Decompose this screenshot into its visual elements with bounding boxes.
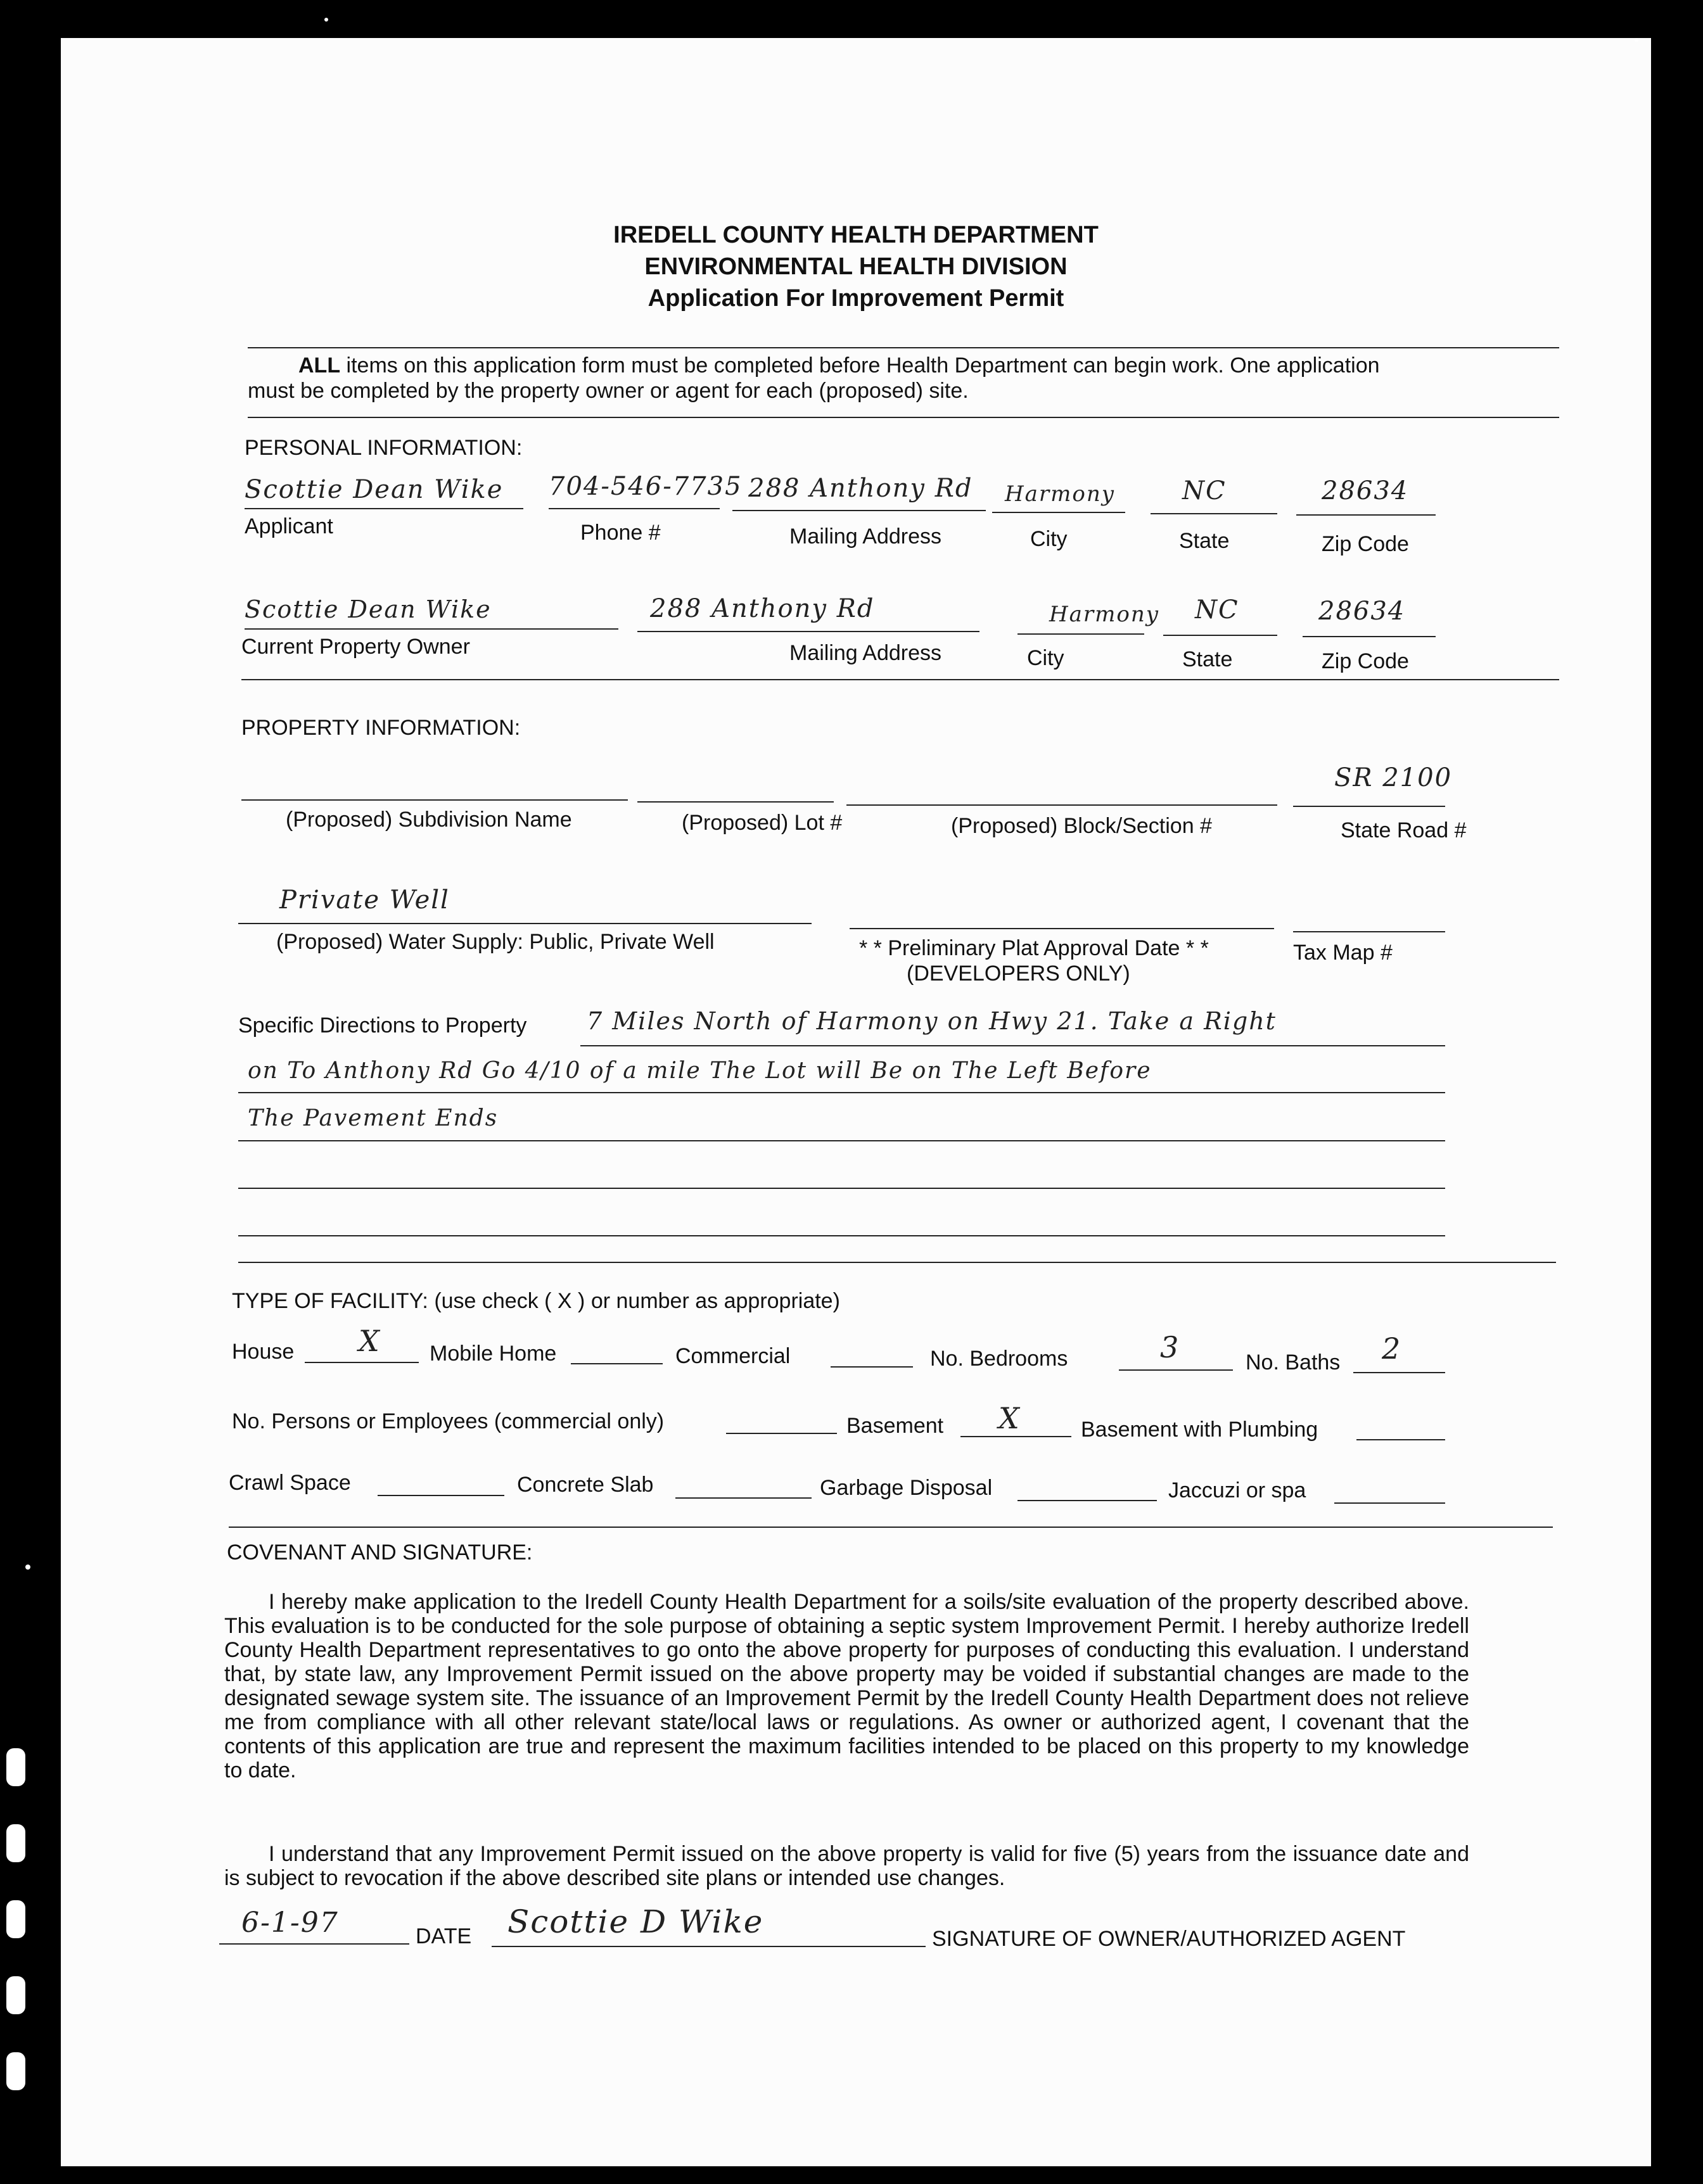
house-line — [305, 1362, 419, 1363]
applicant-state-value: NC — [1182, 476, 1227, 505]
directions-line3 — [238, 1140, 1445, 1141]
covenant-paragraph2: I understand that any Improvement Permit issued on the above property is valid for five (5) years from the issuance date and is subject to revocation if the above described site plans or intended use changes. — [224, 1842, 1469, 1890]
baths-value: 2 — [1382, 1331, 1402, 1366]
basement-label: Basement — [846, 1414, 944, 1438]
scan-speck — [6, 1976, 25, 2014]
instructions-line1 — [298, 353, 1380, 378]
mobile-home-line — [571, 1363, 663, 1364]
garbage-disposal-line — [1017, 1500, 1157, 1501]
owner-address-line — [637, 631, 979, 632]
block-label: (Proposed) Block/Section # — [951, 814, 1212, 838]
block-line — [846, 804, 1277, 806]
lot-line — [637, 801, 834, 803]
signature-value: Scottie D Wike — [507, 1903, 764, 1940]
application-form-page — [61, 38, 1651, 2166]
crawl-space-line — [378, 1495, 504, 1496]
commercial-line — [831, 1366, 913, 1368]
basement-plumbing-line — [1356, 1439, 1445, 1440]
owner-state-line — [1163, 635, 1277, 636]
divider — [238, 1262, 1556, 1263]
state-road-value: SR 2100 — [1334, 763, 1453, 792]
plat-label: * * Preliminary Plat Approval Date * * — [859, 936, 1209, 960]
owner-name-value: Scottie Dean Wike — [245, 595, 492, 623]
lot-label: (Proposed) Lot # — [682, 811, 843, 835]
property-section-title: PROPERTY INFORMATION: — [241, 716, 521, 740]
divider — [229, 1527, 1553, 1528]
persons-label: No. Persons or Employees (commercial only) — [232, 1409, 665, 1433]
divider — [241, 679, 1559, 680]
owner-address-value: 288 Anthony Rd — [650, 594, 875, 623]
plat-line — [850, 928, 1274, 929]
subdivision-label: (Proposed) Subdivision Name — [286, 808, 572, 832]
signature-label: SIGNATURE OF OWNER/AUTHORIZED AGENT — [932, 1927, 1406, 1951]
owner-zip-label: Zip Code — [1322, 649, 1409, 673]
plat-note-label: (DEVELOPERS ONLY) — [907, 962, 1130, 986]
city-label: City — [1030, 527, 1068, 551]
state-label: State — [1179, 529, 1230, 553]
mobile-home-label: Mobile Home — [430, 1342, 557, 1366]
applicant-address-value: 288 Anthony Rd — [748, 474, 973, 503]
jacuzzi-line — [1334, 1502, 1445, 1504]
garbage-disposal-label: Garbage Disposal — [820, 1476, 993, 1500]
date-line — [219, 1943, 409, 1945]
state-road-line — [1293, 806, 1445, 807]
applicant-city-value: Harmony — [1005, 481, 1115, 507]
zip-label: Zip Code — [1322, 532, 1409, 556]
baths-label: No. Baths — [1246, 1350, 1341, 1375]
water-supply-line — [238, 923, 812, 924]
concrete-slab-label: Concrete Slab — [517, 1473, 654, 1497]
applicant-state-line — [1151, 513, 1277, 514]
scan-speck — [6, 1748, 25, 1786]
directions-label: Specific Directions to Property — [238, 1013, 527, 1038]
scan-speck — [6, 1900, 25, 1938]
state-road-label: State Road # — [1341, 818, 1467, 842]
scan-speck — [6, 1824, 25, 1862]
applicant-address-line — [732, 510, 986, 511]
scan-speck — [1635, 38, 1638, 42]
basement-line — [960, 1436, 1071, 1437]
instructions-bold: ALL — [298, 353, 341, 378]
form-header-line1: IREDELL COUNTY HEALTH DEPARTMENT — [613, 222, 1099, 248]
owner-label: Current Property Owner — [241, 635, 470, 659]
facility-hint: (use check ( X ) or number as appropriate) — [434, 1289, 840, 1313]
directions-line1 — [580, 1045, 1445, 1046]
directions-line5 — [238, 1235, 1445, 1236]
owner-zip-value: 28634 — [1318, 597, 1406, 626]
applicant-name-value: Scottie Dean Wike — [245, 475, 504, 504]
divider — [248, 417, 1559, 418]
owner-zip-line — [1303, 636, 1436, 637]
divider — [248, 347, 1559, 348]
covenant-section-title: COVENANT AND SIGNATURE: — [227, 1540, 533, 1565]
tax-map-line — [1293, 931, 1445, 932]
house-label: House — [232, 1340, 295, 1364]
applicant-city-line — [992, 512, 1125, 513]
bedrooms-line — [1119, 1369, 1233, 1371]
basement-value: X — [998, 1401, 1021, 1435]
directions-line4 — [238, 1188, 1445, 1189]
directions-line3-value: The Pavement Ends — [248, 1105, 499, 1131]
personal-section-title: PERSONAL INFORMATION: — [245, 436, 523, 460]
phone-line — [549, 508, 720, 509]
scan-speck — [25, 1565, 30, 1570]
form-header-line3: Application For Improvement Permit — [647, 285, 1064, 312]
owner-mailing-label: Mailing Address — [789, 641, 942, 665]
directions-line2-value: on To Anthony Rd Go 4/10 of a mile The Lot will Be on The Left Before — [248, 1058, 1152, 1084]
covenant-paragraph1: I hereby make application to the Iredell County Health Department for a soils/site evaluation of the property described above. This evaluation is to be conducted for the sole purpose of obtaining a septic system Improvement Permit. I hereby authorize Iredell County Health Department representatives to go onto the above property for purposes of conducting this evaluation. I understand that, by state law, any Improvement Permit issued on the above property may be voided if substantial changes are made to the designated sewage system site. The issuance of an Improvement Permit by the Iredell County Health Department does not relieve me from compliance with all other relevant state/local laws or regulations. As owner or authorized agent, I covenant that the contents of this application are true and represent the maximum facilities intended to be placed on this property to my knowledge to date. — [224, 1590, 1469, 1782]
form-header-line2: ENVIRONMENTAL HEALTH DIVISION — [644, 253, 1068, 280]
signature-line — [492, 1946, 926, 1947]
instructions-line2: must be completed by the property owner or agent for each (proposed) site. — [248, 379, 969, 403]
water-supply-label: (Proposed) Water Supply: Public, Private Well — [276, 930, 715, 954]
commercial-label: Commercial — [675, 1344, 791, 1368]
subdivision-line — [241, 799, 628, 801]
facility-section-title — [232, 1289, 840, 1314]
applicant-label: Applicant — [245, 514, 333, 538]
instructions-rest: items on this application form must be completed before Health Department can begin work. One application — [346, 353, 1380, 378]
bedrooms-value: 3 — [1160, 1330, 1180, 1364]
owner-name-line — [245, 628, 618, 630]
mailing-label: Mailing Address — [789, 524, 942, 549]
directions-line2 — [238, 1092, 1445, 1093]
applicant-name-line — [245, 508, 523, 509]
date-label: DATE — [416, 1924, 472, 1948]
bedrooms-label: No. Bedrooms — [930, 1347, 1068, 1371]
water-supply-value: Private Well — [279, 886, 450, 915]
owner-state-value: NC — [1195, 595, 1239, 625]
owner-state-label: State — [1182, 647, 1233, 671]
phone-label: Phone # — [580, 521, 661, 545]
basement-plumbing-label: Basement with Plumbing — [1081, 1418, 1318, 1442]
facility-title: TYPE OF FACILITY: — [232, 1289, 428, 1313]
jacuzzi-label: Jaccuzi or spa — [1168, 1478, 1306, 1502]
directions-line1-value: 7 Miles North of Harmony on Hwy 21. Take a Right — [587, 1007, 1277, 1035]
owner-city-line — [1017, 633, 1144, 635]
scan-speck — [324, 18, 328, 22]
persons-line — [726, 1433, 837, 1434]
date-value: 6-1-97 — [241, 1907, 339, 1939]
applicant-zip-value: 28634 — [1322, 476, 1409, 505]
applicant-phone-value: 704-546-7735 — [549, 472, 743, 501]
crawl-space-label: Crawl Space — [229, 1471, 351, 1495]
house-value: X — [359, 1324, 381, 1358]
owner-city-label: City — [1027, 646, 1064, 670]
owner-city-value: Harmony — [1049, 602, 1159, 627]
scan-speck — [6, 2052, 25, 2090]
baths-line — [1353, 1372, 1445, 1373]
tax-map-label: Tax Map # — [1293, 941, 1393, 965]
applicant-zip-line — [1296, 514, 1436, 516]
concrete-slab-line — [675, 1497, 812, 1499]
